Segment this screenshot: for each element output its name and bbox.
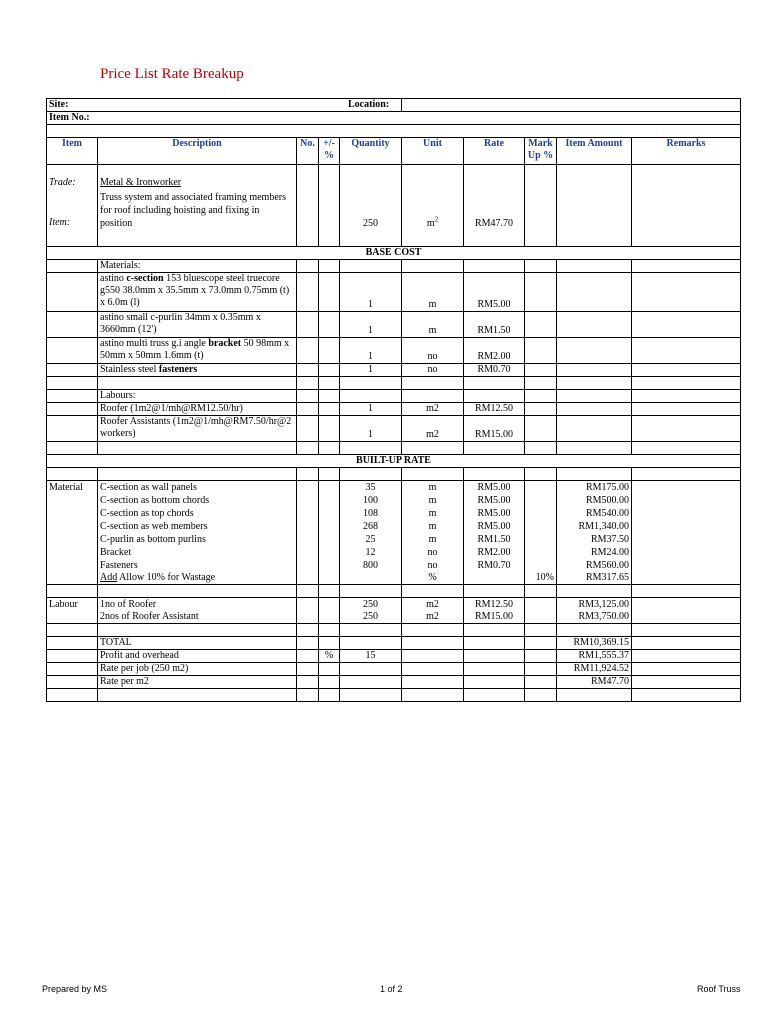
built-material-qty: 12 [340, 546, 402, 559]
material-unit: no [402, 364, 464, 377]
built-labour-description: 1no of Roofer [98, 598, 297, 611]
built-material-description: C-purlin as bottom purlins [98, 533, 297, 546]
built-material-amount: RM1,340.00 [557, 520, 632, 533]
col-remarks: Remarks [632, 138, 741, 165]
built-material-markup [525, 494, 557, 507]
built-material-markup [525, 533, 557, 546]
trade-quantity: 250 [340, 165, 402, 247]
rate-per-job-row-label: Rate per job (250 m2) [98, 663, 297, 676]
item-no-label: Item No.: [47, 112, 741, 125]
material-description: astino small c-purlin 34mm x 0.35mm x 3660mm (12') [98, 312, 297, 338]
labour-group-label: Labour [47, 598, 98, 611]
trade-label: Trade: [49, 177, 76, 188]
built-labour-description: 2nos of Roofer Assistant [98, 611, 297, 624]
col-rate: Rate [464, 138, 525, 165]
trade-name: Metal & Ironworker [100, 177, 182, 188]
rate-per-m2-row [47, 676, 741, 689]
blank-row [47, 689, 741, 702]
built-up-heading: BUILT-UP RATE [47, 455, 741, 468]
built-labour-qty: 250 [340, 598, 402, 611]
col-unit: Unit [402, 138, 464, 165]
base-cost-row [47, 247, 741, 260]
labours-label-row [47, 390, 741, 403]
built-material-qty: 100 [340, 494, 402, 507]
price-breakup-table [46, 98, 741, 702]
built-labour-row [47, 598, 741, 611]
material-qty: 1 [340, 312, 402, 338]
built-material-row [47, 559, 741, 572]
total-row-label: TOTAL [98, 637, 297, 650]
built-material-row [47, 533, 741, 546]
item-label: Item: [49, 217, 71, 228]
material-row [47, 273, 741, 312]
built-material-description: C-section as bottom chords [98, 494, 297, 507]
rate-per-m2-row-label: Rate per m2 [98, 676, 297, 689]
material-description: Stainless steel fasteners [98, 364, 297, 377]
column-header-row [47, 138, 741, 165]
built-material-rate: RM0.70 [464, 559, 525, 572]
wastage-row [47, 572, 741, 585]
material-group-label: Material [47, 481, 98, 494]
location-label-text: Location: [348, 99, 390, 110]
built-material-markup [525, 481, 557, 494]
location-label [348, 99, 741, 112]
labour-unit: m2 [402, 416, 464, 442]
built-labour-unit: m2 [402, 598, 464, 611]
rate-per-job-row [47, 663, 741, 676]
built-material-amount: RM37.50 [557, 533, 632, 546]
spacer-row [47, 125, 741, 138]
built-material-unit: no [402, 559, 464, 572]
footer-page-number: 1 of 2 [380, 984, 403, 994]
footer-document-name: Roof Truss [697, 984, 741, 994]
col-quantity: Quantity [340, 138, 402, 165]
total-row [47, 637, 741, 650]
col-item-amount: Item Amount [557, 138, 632, 165]
built-material-markup [525, 520, 557, 533]
material-row [47, 338, 741, 364]
trade-row [47, 165, 741, 247]
built-material-qty: 800 [340, 559, 402, 572]
item-no-row [47, 112, 741, 125]
built-material-unit: m [402, 533, 464, 546]
built-labour-row [47, 611, 741, 624]
total-row-amount: RM10,369.15 [557, 637, 632, 650]
profit-row-amount: RM1,555.37 [557, 650, 632, 663]
profit-row-qty: 15 [340, 650, 402, 663]
col-description: Description [98, 138, 297, 165]
built-material-amount: RM175.00 [557, 481, 632, 494]
built-material-unit: m [402, 520, 464, 533]
wastage-amount: RM317.65 [557, 572, 632, 585]
trade-labels [47, 165, 98, 247]
built-material-rate: RM5.00 [464, 520, 525, 533]
blank-row [47, 377, 741, 390]
rate-per-m2-row-amount: RM47.70 [557, 676, 632, 689]
material-rate: RM2.00 [464, 338, 525, 364]
profit-row [47, 650, 741, 663]
built-material-row [47, 481, 741, 494]
material-unit: m [402, 273, 464, 312]
materials-label-row [47, 260, 741, 273]
built-material-row [47, 494, 741, 507]
materials-label: Materials: [98, 260, 297, 273]
built-material-description: C-section as wall panels [98, 481, 297, 494]
page-title: Price List Rate Breakup [100, 66, 244, 82]
site-label: Site: [47, 99, 402, 112]
built-material-amount: RM540.00 [557, 507, 632, 520]
blank-row [47, 624, 741, 637]
material-unit: no [402, 338, 464, 364]
built-material-rate: RM5.00 [464, 481, 525, 494]
labour-row [47, 403, 741, 416]
blank-row [47, 468, 741, 481]
built-material-markup [525, 546, 557, 559]
built-material-rate: RM2.00 [464, 546, 525, 559]
labour-unit: m2 [402, 403, 464, 416]
built-material-markup [525, 559, 557, 572]
built-labour-amount: RM3,750.00 [557, 611, 632, 624]
material-qty: 1 [340, 338, 402, 364]
material-qty: 1 [340, 364, 402, 377]
rate-per-job-row-amount: RM11,924.52 [557, 663, 632, 676]
built-material-row [47, 520, 741, 533]
built-material-rate: RM5.00 [464, 494, 525, 507]
labour-rate: RM15.00 [464, 416, 525, 442]
base-cost-heading: BASE COST [47, 247, 741, 260]
labour-row [47, 416, 741, 442]
blank-row [47, 585, 741, 598]
profit-row-label: Profit and overhead [98, 650, 297, 663]
col-item: Item [47, 138, 98, 165]
material-rate: RM1.50 [464, 312, 525, 338]
site-row [47, 99, 741, 112]
profit-row-unit: % [319, 650, 340, 663]
labour-description: Roofer Assistants (1m2@1/mh@RM7.50/hr@2 workers) [98, 416, 297, 442]
built-material-description: Fasteners [98, 559, 297, 572]
material-row [47, 312, 741, 338]
col-plus-minus: +/- % [319, 138, 340, 165]
built-labour-rate: RM15.00 [464, 611, 525, 624]
built-up-row [47, 455, 741, 468]
built-material-rate: RM5.00 [464, 507, 525, 520]
labour-qty: 1 [340, 403, 402, 416]
trade-description-text: Truss system and associated framing members for roof including hoisting and fixing in position [100, 192, 286, 229]
built-material-qty: 108 [340, 507, 402, 520]
built-material-row [47, 546, 741, 559]
built-material-amount: RM24.00 [557, 546, 632, 559]
material-rate: RM5.00 [464, 273, 525, 312]
material-description: astino multi truss g.i angle bracket 50 98mm x 50mm x 50mm 1.6mm (t) [98, 338, 297, 364]
built-material-unit: m [402, 481, 464, 494]
labour-rate: RM12.50 [464, 403, 525, 416]
built-material-qty: 35 [340, 481, 402, 494]
material-qty: 1 [340, 273, 402, 312]
trade-unit: $m^2$ [402, 165, 464, 247]
built-labour-qty: 250 [340, 611, 402, 624]
wastage-unit: % [402, 572, 464, 585]
built-labour-amount: RM3,125.00 [557, 598, 632, 611]
built-material-rate: RM1.50 [464, 533, 525, 546]
col-no: No. [297, 138, 319, 165]
built-material-row [47, 507, 741, 520]
material-rate: RM0.70 [464, 364, 525, 377]
built-labour-unit: m2 [402, 611, 464, 624]
wastage-description: Add Allow 10% for Wastage [98, 572, 297, 585]
wastage-markup: 10% [525, 572, 557, 585]
built-material-amount: RM560.00 [557, 559, 632, 572]
built-material-unit: m [402, 494, 464, 507]
col-markup: Mark Up % [525, 138, 557, 165]
material-description: astino c-section 153 bluescope steel truecore g550 38.0mm x 35.5mm x 73.0mm 0.75mm (t) x 6.0m (l) [98, 273, 297, 312]
labour-qty: 1 [340, 416, 402, 442]
built-material-markup [525, 507, 557, 520]
trade-description [98, 165, 297, 247]
material-row [47, 364, 741, 377]
material-unit: m [402, 312, 464, 338]
built-material-unit: m [402, 507, 464, 520]
built-material-description: C-section as web members [98, 520, 297, 533]
blank-row [47, 442, 741, 455]
footer-prepared-by: Prepared by MS [42, 984, 108, 994]
built-material-unit: no [402, 546, 464, 559]
built-material-qty: 25 [340, 533, 402, 546]
built-material-amount: RM500.00 [557, 494, 632, 507]
labour-description: Roofer (1m2@1/mh@RM12.50/hr) [98, 403, 297, 416]
built-material-description: C-section as top chords [98, 507, 297, 520]
labours-label: Labours: [98, 390, 297, 403]
built-material-qty: 268 [340, 520, 402, 533]
built-material-description: Bracket [98, 546, 297, 559]
built-labour-rate: RM12.50 [464, 598, 525, 611]
trade-rate: RM47.70 [464, 165, 525, 247]
